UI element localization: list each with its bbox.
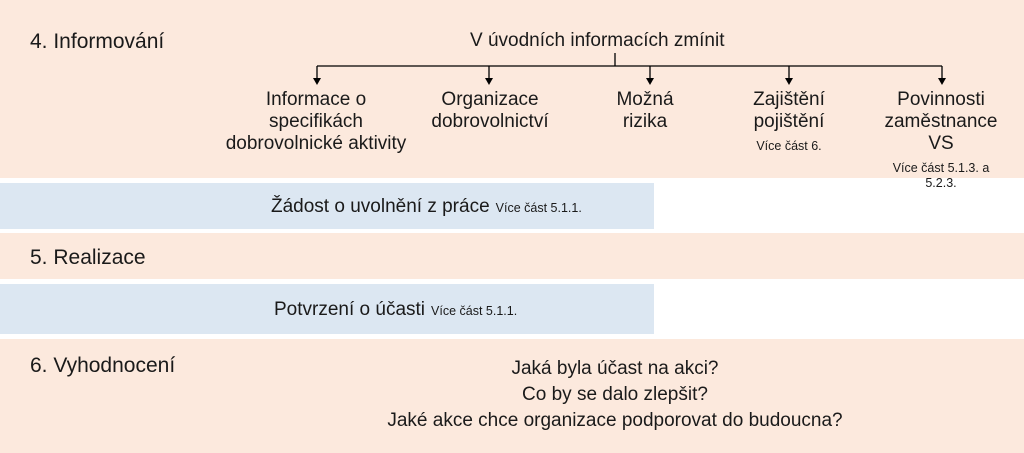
question-item: Jaké akce chce organizace podporovat do budoucna?: [387, 410, 843, 431]
note-vice-cast-6: Více část 6.: [756, 139, 822, 153]
confirmation-note: Více část 5.1.1.: [431, 304, 518, 318]
leaf-organizace-dobrovolnictvi: Organizace dobrovolnictví: [431, 89, 549, 132]
request-line: [271, 196, 582, 218]
section-title-informovani: 4. Informování: [30, 30, 165, 53]
confirmation-line: [274, 299, 517, 321]
question-item: Co by se dalo zlepšit?: [522, 384, 708, 405]
tree-root-label: V úvodních informacích zmínit: [470, 30, 725, 51]
leaf-zajisteni-pojisteni: Zajištění pojištění Více část 6.: [753, 89, 825, 153]
section-title-realizace: 5. Realizace: [30, 246, 146, 269]
leaf-mozna-rizika: Možná rizika: [616, 89, 674, 132]
request-text: Žádost o uvolnění z práce: [271, 196, 490, 217]
connector-arrows: [313, 66, 946, 85]
section-realizace: [0, 233, 1024, 279]
request-note: Více část 5.1.1.: [495, 201, 582, 215]
question-item: Jaká byla účast na akci?: [511, 358, 719, 379]
section-title-vyhodnoceni: 6. Vyhodnocení: [30, 354, 176, 377]
confirmation-text: Potvrzení o účasti: [274, 299, 426, 320]
evaluation-questions: [350, 356, 880, 434]
leaf-povinnosti-zamestnance: Povinnosti zaměstnance VS Více část 5.1.3. a 5.2.3.: [884, 89, 998, 190]
note-vice-cast-513-523: Více část 5.1.3. a 5.2.3.: [892, 161, 990, 190]
leaf-informace-o-specifikach: Informace o specifikách dobrovolnické aktivity: [225, 89, 407, 154]
